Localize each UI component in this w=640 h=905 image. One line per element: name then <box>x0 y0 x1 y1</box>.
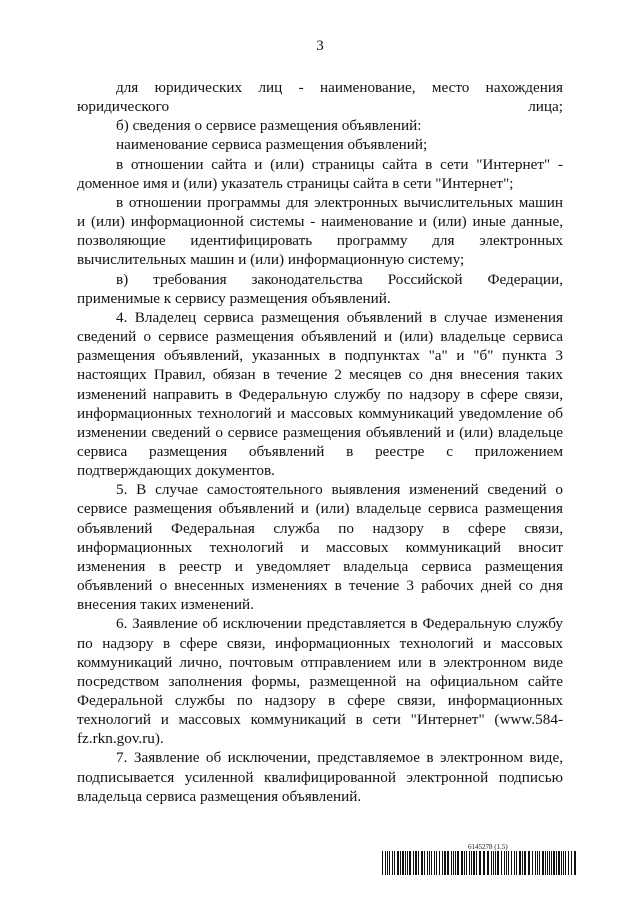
paragraph-10: 7. Заявление об исключении, представляемое в электронном виде, подписывается усиленной квалифицированной электронной подписью владельца сервиса размещения объявлений. <box>77 749 563 805</box>
paragraph-8: 5. В случае самостоятельного выявления изменений сведений о сервисе размещения объявлений и (или) владельце сервиса размещения объявлений Федеральная служба по надзору в сфере связи, информационных технологий и массовых коммуникаций вносит изменения в реестр и уведомляет владельца сервиса размещения объявлений о внесенных изменениях в течение 3 рабочих дней со дня внесения таких изменений. <box>77 481 563 614</box>
page-number: 3 <box>316 38 324 54</box>
document-code: 6145278 (1.5) <box>468 843 508 851</box>
paragraph-5: в отношении программы для электронных вычислительных машин и (или) информационной системы - наименование и (или) иные данные, позволяющие идентифицировать программу для электронных вычислительных машин и (или) информационную систему; <box>77 193 563 269</box>
barcode-icon <box>382 851 578 875</box>
paragraph-3: наименование сервиса размещения объявлений; <box>116 136 428 154</box>
paragraph-1: для юридических лиц - наименование, место нахождения юридического лица; <box>77 79 563 116</box>
paragraph-2: б) сведения о сервисе размещения объявлений: <box>116 117 422 135</box>
paragraph-7: 4. Владелец сервиса размещения объявлений в случае изменения сведений о сервисе размещения объявлений и (или) владельце сервиса размещения объявлений, указанных в подпунктах "а" и "б" пункта 3 настоящих Правил, обязан в течение 2 месяцев со дня внесения таких изменений направить в Федеральную службу по надзору в сфере связи, информационных технологий и массовых коммуникаций уведомление об изменении сведений о сервисе размещения объявлений и (или) владельце сервиса размещения объявлений в реестре с приложением подтверждающих документов. <box>77 308 563 480</box>
paragraph-9: 6. Заявление об исключении представляется в Федеральную службу по надзору в сфере связи, информационных технологий и массовых коммуникаций лично, почтовым отправлением или в электронном виде посредством заполнения формы, размещенной на официальном сайте Федеральной службы по надзору в сфере связи, информационных технологий и массовых коммуникаций в сети "Интернет" (www.584-fz.rkn.gov.ru). <box>77 615 563 748</box>
paragraph-6: в) требования законодательства Российской Федерации, применимые к сервису размещения объявлений. <box>77 270 563 307</box>
paragraph-4: в отношении сайта и (или) страницы сайта в сети "Интернет" - доменное имя и (или) указатель страницы сайта в сети "Интернет"; <box>77 155 563 192</box>
document-body <box>77 78 563 806</box>
